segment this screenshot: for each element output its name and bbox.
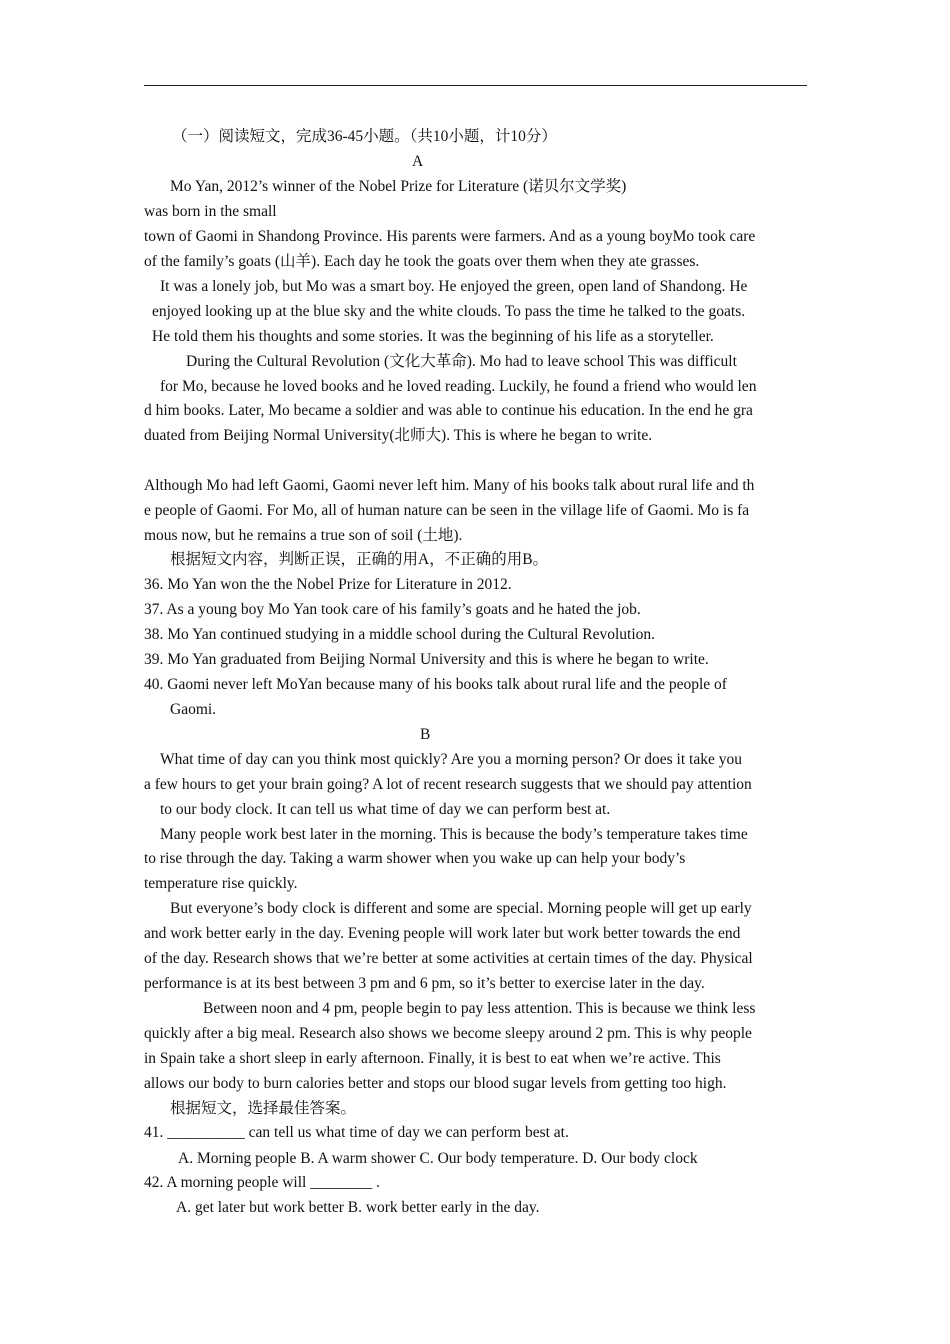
passage-b-label: B [420, 726, 431, 743]
passage-b-line: But everyone’s body clock is different and some are special. Morning people will get up early [170, 900, 752, 917]
question-41-options: A. Morning people B. A warm shower C. Our body temperature. D. Our body clock [178, 1150, 698, 1167]
passage-b-line: What time of day can you think most quickly? Are you a morning person? Or does it take you [160, 751, 742, 768]
passage-a-line: Although Mo had left Gaomi, Gaomi never left him. Many of his books talk about rural life and th [144, 477, 755, 494]
question-40-continued: Gaomi. [170, 701, 217, 718]
passage-b-line: temperature rise quickly. [144, 875, 298, 892]
passage-b-line: allows our body to burn calories better and stops our blood sugar levels from getting too high. [144, 1075, 727, 1092]
question-37: 37. As a young boy Mo Yan took care of his family’s goats and he hated the job. [144, 601, 641, 618]
passage-b-instruction: 根据短文，选择最佳答案。 [170, 1100, 357, 1117]
question-40: 40. Gaomi never left MoYan because many of his books talk about rural life and the people of [144, 676, 727, 693]
passage-a-line: for Mo, because he loved books and he loved reading. Luckily, he found a friend who would len [160, 378, 757, 395]
passage-a-line: d him books. Later, Mo became a soldier and was able to continue his education. In the end he gra [144, 402, 753, 419]
question-42-options: A. get later but work better B. work better early in the day. [176, 1199, 540, 1216]
header-rule [144, 85, 807, 86]
passage-a-line: duated from Beijing Normal University(北师大). This is where he began to write. [144, 427, 653, 444]
passage-b-line: in Spain take a short sleep in early afternoon. Finally, it is best to eat when we’re active. This [144, 1050, 721, 1067]
passage-b-line: and work better early in the day. Evening people will work later but work better towards the end [144, 925, 741, 942]
question-41: 41. __________ can tell us what time of day we can perform best at. [144, 1124, 569, 1141]
passage-a-line: of the family’s goats (山羊). Each day he took the goats over them when they ate grasses. [144, 253, 700, 270]
question-38: 38. Mo Yan continued studying in a middle school during the Cultural Revolution. [144, 626, 656, 643]
passage-b-line: performance is at its best between 3 pm and 6 pm, so it’s better to exercise later in the day. [144, 975, 705, 992]
passage-a-line: enjoyed looking up at the blue sky and the white clouds. To pass the time he talked to the goats. [152, 303, 746, 320]
passage-a-label: A [412, 153, 424, 170]
question-39: 39. Mo Yan graduated from Beijing Normal University and this is where he began to write. [144, 651, 709, 668]
passage-a-line: He told them his thoughts and some stories. It was the beginning of his life as a storyteller. [152, 328, 714, 345]
passage-b-line: to our body clock. It can tell us what time of day we can perform best at. [160, 801, 611, 818]
section-header: （一）阅读短文，完成36-45小题。（共10小题，计10分） [172, 128, 557, 145]
passage-b-line: quickly after a big meal. Research also shows we become sleepy around 2 pm. This is why people [144, 1025, 752, 1042]
passage-b-line: Between noon and 4 pm, people begin to pay less attention. This is because we think less [203, 1000, 756, 1017]
passage-a-instruction: 根据短文内容，判断正误，正确的用A，不正确的用B。 [170, 551, 549, 568]
passage-b-line: Many people work best later in the morning. This is because the body’s temperature takes time [160, 826, 748, 843]
passage-a-line: Mo Yan, 2012’s winner of the Nobel Prize for Literature (诺贝尔文学奖) [170, 178, 627, 195]
passage-a-line: was born in the small [144, 203, 277, 220]
question-42: 42. A morning people will ________ . [144, 1174, 380, 1191]
passage-b-line: to rise through the day. Taking a warm shower when you wake up can help your body’s [144, 850, 686, 867]
passage-a-line: During the Cultural Revolution (文化大革命). Mo had to leave school This was difficult [186, 353, 737, 370]
passage-a-line: It was a lonely job, but Mo was a smart boy. He enjoyed the green, open land of Shandong. He [160, 278, 748, 295]
passage-a-line: town of Gaomi in Shandong Province. His parents were farmers. And as a young boyMo took care [144, 228, 756, 245]
passage-b-line: a few hours to get your brain going? A lot of recent research suggests that we should pay attention [144, 776, 752, 793]
question-36: 36. Mo Yan won the the Nobel Prize for Literature in 2012. [144, 576, 512, 593]
passage-a-line: mous now, but he remains a true son of soil (土地). [144, 527, 463, 544]
passage-a-line: e people of Gaomi. For Mo, all of human nature can be seen in the village life of Gaomi. Mo is fa [144, 502, 750, 519]
passage-b-line: of the day. Research shows that we’re better at some activities at certain times of the day. Physical [144, 950, 753, 967]
